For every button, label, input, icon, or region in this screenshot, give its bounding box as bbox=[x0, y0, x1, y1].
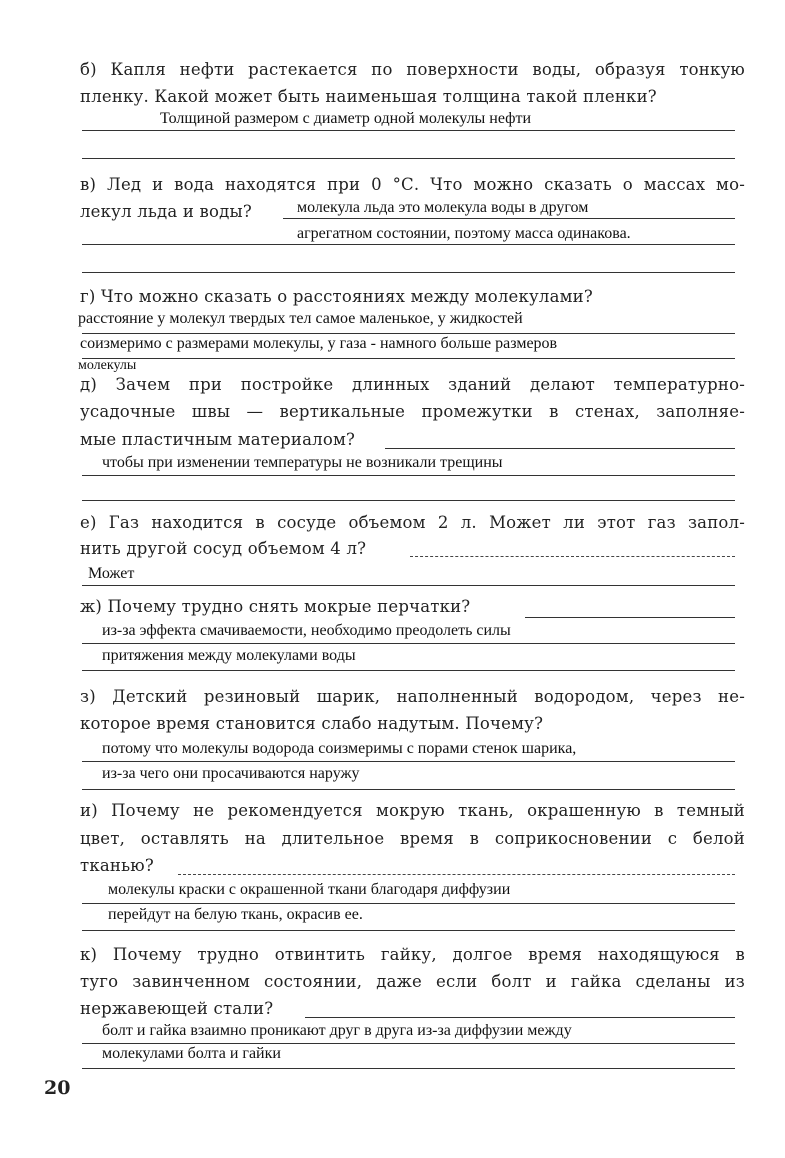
answer-i-line-1: молекулы краски с окрашенной ткани благодаря диффузии bbox=[108, 881, 511, 898]
answer-d-line-1: чтобы при изменении температуры не возникали трещины bbox=[102, 454, 503, 471]
answer-line bbox=[82, 244, 735, 245]
question-e-line-2: нить другой сосуд объемом 4 л? bbox=[80, 539, 367, 558]
question-i-line-2: цвет, оставлять на длительное время в соприкосновении с белой bbox=[80, 829, 745, 848]
question-d-line-1: д) Зачем при постройке длинных зданий делают температурно- bbox=[80, 375, 745, 394]
answer-line bbox=[283, 218, 735, 219]
question-b-line-1: б) Капля нефти растекается по поверхности воды, образуя тонкую bbox=[80, 60, 745, 79]
question-i-line-3: тканью? bbox=[80, 856, 154, 875]
answer-line bbox=[82, 643, 735, 644]
answer-line bbox=[82, 358, 735, 359]
answer-line bbox=[82, 761, 735, 762]
answer-z-line-2: из-за чего они просачиваются наружу bbox=[102, 765, 360, 782]
answer-g-line-1: расстояние у молекул твердых тел самое маленькое, у жидкостей bbox=[78, 310, 523, 327]
answer-v-line-1: молекула льда это молекула воды в другом bbox=[297, 199, 589, 216]
question-e-line-1: е) Газ находится в сосуде объемом 2 л. Может ли этот газ запол- bbox=[80, 513, 745, 532]
answer-g-line-3: молекулы bbox=[78, 358, 137, 373]
question-i-line-1: и) Почему не рекомендуется мокрую ткань, окрашенную в темный bbox=[80, 801, 745, 820]
question-k-line-2: туго завинченном состоянии, даже если болт и гайка сделаны из bbox=[80, 972, 745, 991]
question-k-line-1: к) Почему трудно отвинтить гайку, долгое время находящуюся в bbox=[80, 945, 745, 964]
answer-line bbox=[82, 158, 735, 159]
answer-line bbox=[82, 500, 735, 501]
question-zh-line-1: ж) Почему трудно снять мокрые перчатки? bbox=[80, 597, 471, 616]
page-number: 20 bbox=[44, 1077, 71, 1099]
answer-line bbox=[82, 1068, 735, 1069]
answer-i-line-2: перейдут на белую ткань, окрасив ее. bbox=[108, 906, 363, 923]
answer-zh-line-2: притяжения между молекулами воды bbox=[102, 647, 356, 664]
answer-k-line-2: молекулами болта и гайки bbox=[102, 1045, 281, 1062]
answer-z-line-1: потому что молекулы водорода соизмеримы с порами стенок шарика, bbox=[102, 740, 577, 757]
question-b-line-2: пленку. Какой может быть наименьшая толщина такой пленки? bbox=[80, 87, 657, 106]
answer-line bbox=[525, 617, 735, 618]
answer-line bbox=[385, 448, 735, 449]
answer-line bbox=[410, 556, 735, 557]
question-z-line-2: которое время становится слабо надутым. Почему? bbox=[80, 714, 544, 733]
question-d-line-3: мые пластичным материалом? bbox=[80, 430, 356, 449]
answer-line bbox=[305, 1017, 735, 1018]
answer-line bbox=[82, 475, 735, 476]
answer-line bbox=[82, 930, 735, 931]
question-g-line-1: г) Что можно сказать о расстояниях между молекулами? bbox=[80, 287, 593, 306]
question-z-line-1: з) Детский резиновый шарик, наполненный водородом, через не- bbox=[80, 687, 745, 706]
question-v-line-1: в) Лед и вода находятся при 0 °С. Что можно сказать о массах мо- bbox=[80, 175, 745, 194]
answer-line bbox=[82, 789, 735, 790]
answer-line bbox=[82, 272, 735, 273]
answer-line bbox=[178, 874, 735, 875]
answer-line bbox=[82, 670, 735, 671]
question-d-line-2: усадочные швы — вертикальные промежутки в стенах, заполняе- bbox=[80, 402, 745, 421]
answer-e-line-1: Может bbox=[88, 565, 135, 582]
answer-v-line-2: агрегатном состоянии, поэтому масса одинакова. bbox=[297, 225, 631, 242]
question-k-line-3: нержавеющей стали? bbox=[80, 999, 274, 1018]
answer-b-line-1: Толщиной размером с диаметр одной молекулы нефти bbox=[160, 110, 532, 127]
answer-zh-line-1: из-за эффекта смачиваемости, необходимо преодолеть силы bbox=[102, 622, 511, 639]
question-v-line-2: лекул льда и воды? bbox=[80, 202, 252, 221]
answer-line bbox=[82, 130, 735, 131]
answer-g-line-2: соизмеримо с размерами молекулы, у газа - намного больше размеров bbox=[80, 335, 558, 352]
answer-k-line-1: болт и гайка взаимно проникают друг в друга из-за диффузии между bbox=[102, 1022, 572, 1039]
answer-line bbox=[82, 585, 735, 586]
